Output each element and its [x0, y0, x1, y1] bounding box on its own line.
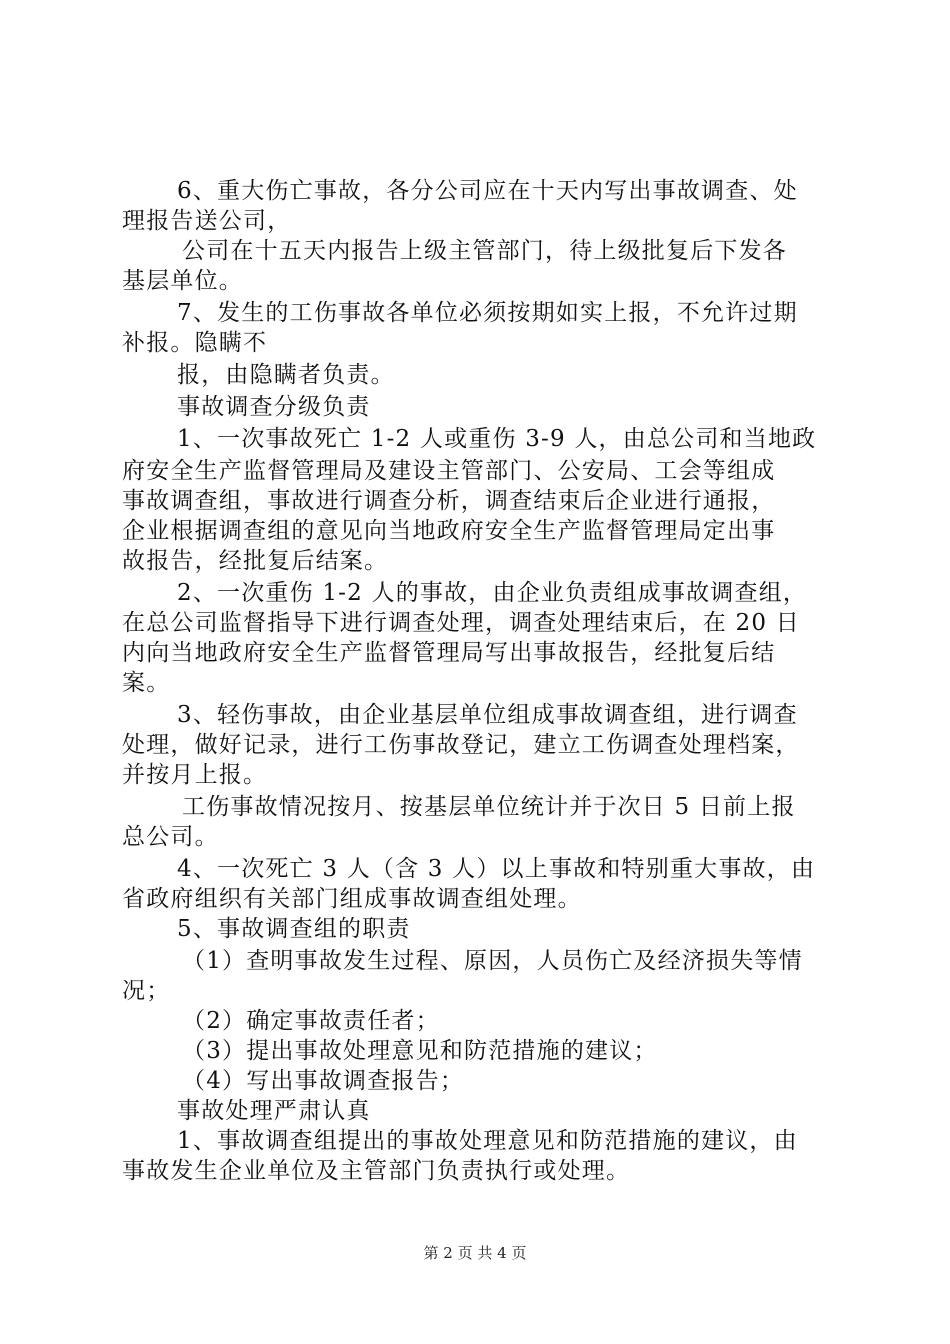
text-line: 补报。隐瞒不 [122, 330, 268, 356]
text-line: 公司在十五天内报告上级主管部门，待上级批复后下发各 [182, 238, 787, 264]
text-line: 府安全生产监督管理局及建设主管部门、公安局、工会等组成 [122, 458, 776, 484]
text-line: 1、一次事故死亡 1-2 人或重伤 3-9 人，由总公司和当地政 [177, 426, 817, 452]
text-line: 在总公司监督指导下进行调查处理，调查处理结束后，在 20 日 [122, 610, 800, 636]
text-line: 处理，做好记录，进行工伤事故登记，建立工伤调查处理档案， [122, 732, 800, 758]
text-line: 故报告，经批复后结案。 [122, 548, 389, 574]
text-line: 企业根据调查组的意见向当地政府安全生产监督管理局定出事 [122, 518, 776, 544]
text-line: 7、发生的工伤事故各单位必须按期如实上报，不允许过期 [177, 300, 798, 326]
text-line: 理报告送公司， [122, 208, 292, 234]
text-line: 并按月上报。 [122, 762, 268, 788]
section-heading: 事故调查分级负责 [177, 394, 371, 420]
text-line: 省政府组织有关部门组成事故调查组处理。 [122, 886, 582, 912]
text-line: 6、重大伤亡事故，各分公司应在十天内写出事故调查、处 [177, 178, 798, 204]
text-line: （2）确定事故责任者； [182, 1008, 440, 1034]
text-line: 基层单位。 [122, 268, 243, 294]
text-line: 工伤事故情况按月、按基层单位统计并于次日 5 日前上报 [182, 794, 796, 820]
text-line: 4、一次死亡 3 人（含 3 人）以上事故和特别重大事故，由 [177, 856, 816, 882]
text-line: （3）提出事故处理意见和防范措施的建议； [182, 1038, 658, 1064]
text-line: 报，由隐瞒者负责。 [177, 362, 395, 388]
text-line: （4）写出事故调查报告； [182, 1068, 465, 1094]
text-line: 事故调查组，事故进行调查分析，调查结束后企业进行通报， [122, 488, 776, 514]
text-line: 内向当地政府安全生产监督管理局写出事故报告，经批复后结 [122, 640, 776, 666]
page-number-footer: 第 2 页 共 4 页 [423, 1244, 527, 1262]
text-line: 况； [122, 978, 171, 1004]
text-line: 总公司。 [122, 824, 219, 850]
text-line: （1）查明事故发生过程、原因，人员伤亡及经济损失等情 [182, 948, 803, 974]
text-line: 3、轻伤事故，由企业基层单位组成事故调查组，进行调查 [177, 702, 798, 728]
text-line: 事故发生企业单位及主管部门负责执行或处理。 [122, 1158, 631, 1184]
text-line: 2、一次重伤 1-2 人的事故，由企业负责组成事故调查组， [177, 580, 808, 606]
text-line: 1、事故调查组提出的事故处理意见和防范措施的建议，由 [177, 1128, 798, 1154]
text-line: 5、事故调查组的职责 [177, 916, 411, 942]
text-line: 案。 [122, 670, 171, 696]
section-heading: 事故处理严肃认真 [177, 1098, 371, 1124]
